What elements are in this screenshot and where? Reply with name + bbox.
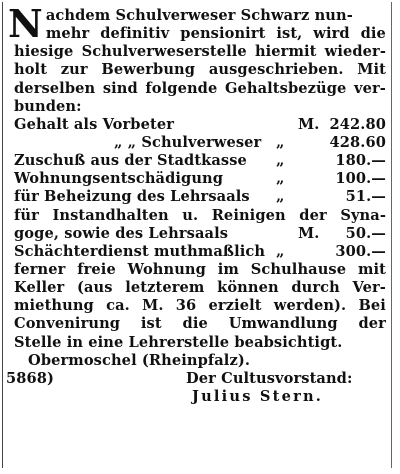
closing-line: ferner freie Wohnung im Schulhause mit <box>14 260 386 278</box>
salary-row <box>14 243 386 261</box>
salary-label: Wohnungsentschädigung <box>14 170 224 188</box>
intro-line: holt zur Bewerbung ausgeschrieben. Mit <box>14 61 386 79</box>
ditto-mark: „ <box>276 170 285 188</box>
ditto-mark: „ <box>276 188 285 206</box>
drop-cap: N <box>8 1 43 46</box>
salary-amount: 242.80 <box>329 115 386 133</box>
salary-label: goge, sowie des Lehrsaals <box>14 224 229 242</box>
salary-row <box>14 134 386 152</box>
ditto-mark: „ <box>276 133 285 151</box>
signature-name: Julius Stern. <box>192 387 324 405</box>
currency: M. <box>298 115 320 133</box>
salary-label: für Beheizung des Lehrsaals <box>14 188 250 206</box>
ad-number: 5868) <box>6 369 55 387</box>
salary-amount: 51.— <box>345 188 386 206</box>
salary-row <box>14 225 386 243</box>
salary-row <box>14 116 386 134</box>
salary-label: „ „ Schulverweser <box>114 133 262 151</box>
closing-line: Stelle in eine Lehrerstelle beabsichtigt. <box>14 333 343 351</box>
ditto-mark: „ <box>276 152 285 170</box>
job-advertisement <box>6 1 386 406</box>
signature-title: Der Cultusvorstand: <box>186 369 353 387</box>
intro-line: mehr definitiv pensionirt ist, wird die <box>45 25 386 43</box>
intro-text: achdem Schulverweser Schwarz nun- <box>45 7 353 24</box>
closing-line: Keller (aus letzterem können durch Ver- <box>14 279 386 297</box>
salary-amount: 428.60 <box>329 133 386 151</box>
salary-label: Schächterdienst muthmaßlich <box>14 242 266 260</box>
salary-amount: 100.— <box>335 170 386 188</box>
intro-line: hiesige Schulverweserstelle hiermit wieder- <box>14 43 386 61</box>
salary-row <box>14 170 386 188</box>
closing-line: miethung ca. M. 36 erzielt werden). Bei <box>14 297 386 315</box>
closing-line: Convenirung ist die Umwandlung der <box>14 315 386 333</box>
salary-amount: 180.— <box>335 152 386 170</box>
salary-amount: 50.— <box>345 224 386 242</box>
salary-amount: 300.— <box>335 242 386 260</box>
salary-label: Zuschuß aus der Stadtkasse <box>14 152 247 170</box>
synagogue-line: für Instandhalten u. Reinigen der Syna- <box>14 206 386 224</box>
intro-line: bunden: <box>14 97 82 115</box>
intro-line: derselben sind folgende Gehaltsbezüge ver- <box>14 79 386 97</box>
currency: M. <box>298 224 320 242</box>
salary-label: Gehalt als Vorbeter <box>14 115 174 133</box>
salary-row <box>14 188 386 206</box>
salary-row <box>14 152 386 170</box>
signature-row <box>6 369 386 388</box>
ditto-mark: „ <box>276 242 285 260</box>
place-line: Obermoschel (Rheinpfalz). <box>28 351 251 369</box>
